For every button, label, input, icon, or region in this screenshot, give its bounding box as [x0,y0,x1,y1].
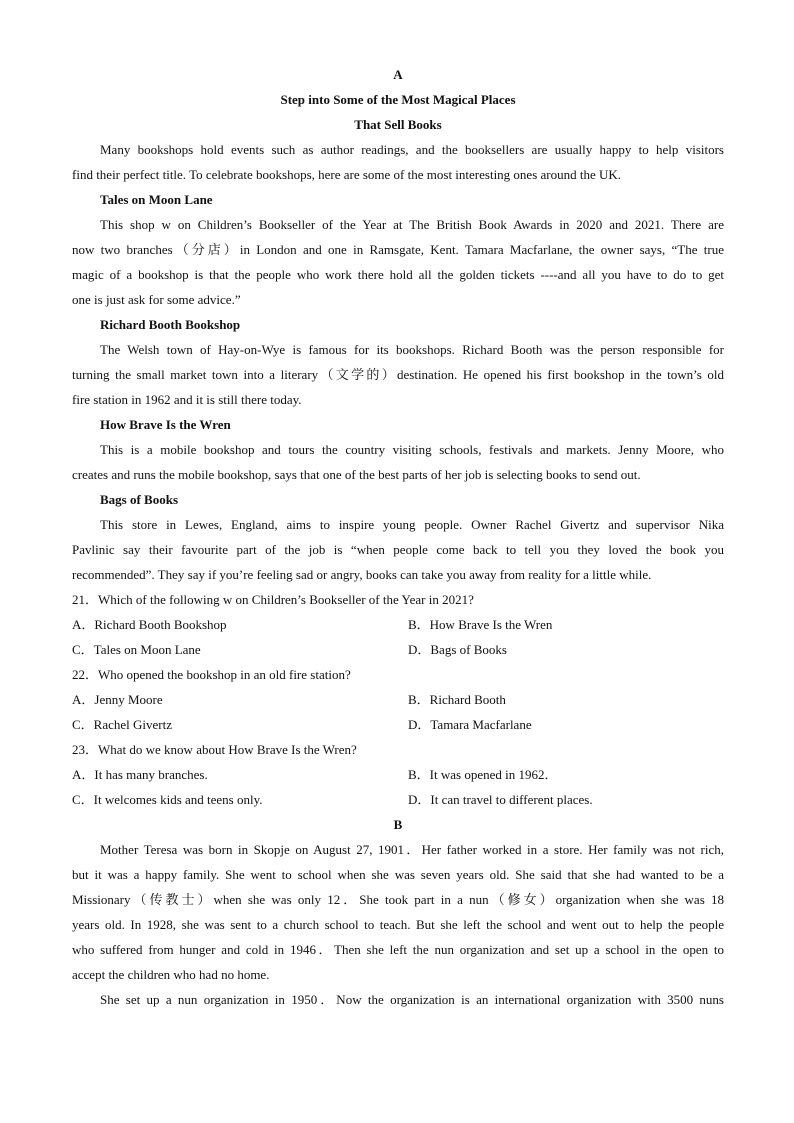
option-a: A．Richard Booth Bookshop [72,617,227,632]
option-a: A．It has many branches. [72,767,208,782]
passage-title-line-1: Step into Some of the Most Magical Places [280,92,516,107]
text-line: years old. In 1928, she was sent to a church school to teach. But she left the school and went out to help the people [72,917,724,932]
question-stem: 21．Which of the following w on Children’s Bookseller of the Year in 2021? [72,592,474,607]
text-line: turning the small market town into a literary（文学的）destination. He opened his first bookshop in the town’s old [72,367,724,382]
passage-title-line-2: That Sell Books [354,117,442,132]
text-line: Missionary（传教士）when she was only 12．She took part in a nun（修女）organization when she was 18 [72,892,724,907]
option-b: B．How Brave Is the Wren [408,617,553,632]
text-line: This shop w on Children’s Bookseller of the Year at The British Book Awards in 2020 and 2021. There are [100,217,724,232]
shop-heading: Tales on Moon Lane [100,192,213,207]
text-line: but it was a happy family. She went to school when she was seven years old. She said that she had wanted to be a [72,867,724,882]
shop-how-brave-is-the-wren [72,412,724,487]
shop-richard-booth [72,312,724,412]
shop-heading: How Brave Is the Wren [100,417,231,432]
option-d: D．Tamara Macfarlane [408,717,532,732]
text-line: This is a mobile bookshop and tours the country visiting schools, festivals and markets. Jenny Moore, who [100,442,724,457]
option-c: C．Rachel Givertz [72,717,172,732]
text-line: She set up a nun organization in 1950．Now the organization is an international organization with 3500 nuns [100,992,724,1007]
text-line: now two branches（分店）in London and one in Ramsgate, Kent. Tamara Macfarlane, the owner says, “The true [72,242,724,257]
question-22 [72,662,724,737]
text-line: Many bookshops hold events such as author readings, and the booksellers are usually happy to help visitors [100,142,724,157]
text-line: one is just ask for some advice.” [72,292,241,307]
shop-bags-of-books [72,487,724,587]
text-line: Pavlinic say their favourite part of the job is “when people come back to tell you they loved the book you [72,542,724,557]
option-b: B．Richard Booth [408,692,506,707]
text-line: Mother Teresa was born in Skopje on August 27, 1901．Her father worked in a store. Her family was not rich, [100,842,724,857]
text-line: who suffered from hunger and cold in 1946．Then she left the nun organization and set up a school in the open to [72,942,724,957]
question-21 [72,587,724,662]
option-d: D．It can travel to different places. [408,792,593,807]
section-b-paragraph-1 [72,837,724,987]
text-line: find their perfect title. To celebrate bookshops, here are some of the most interesting ones around the UK. [72,167,622,182]
option-a: A．Jenny Moore [72,692,163,707]
section-b-paragraph-2 [72,987,724,1012]
text-line: accept the children who had no home. [72,967,270,982]
question-23 [72,737,724,812]
option-d: D．Bags of Books [408,642,507,657]
exam-page [72,62,724,1012]
text-line: magic of a bookshop is that the people who work there hold all the golden tickets ----and all you have to do to get [72,267,724,282]
question-stem: 22．Who opened the bookshop in an old fire station? [72,667,351,682]
option-b: B．It was opened in 1962． [408,767,558,782]
shop-tales-on-moon-lane [72,187,724,312]
text-line: recommended”. They say if you’re feeling sad or angry, books can take you away from reality for a little while. [72,567,652,582]
option-c: C．Tales on Moon Lane [72,642,201,657]
shop-heading: Richard Booth Bookshop [100,317,241,332]
text-line: fire station in 1962 and it is still there today. [72,392,302,407]
text-line: creates and runs the mobile bookshop, says that one of the best parts of her job is selecting books to send out. [72,467,641,482]
question-stem: 23．What do we know about How Brave Is the Wren? [72,742,357,757]
option-c: C．It welcomes kids and teens only. [72,792,263,807]
section-a-label: A [393,67,403,82]
text-line: The Welsh town of Hay-on-Wye is famous for its bookshops. Richard Booth was the person responsible for [100,342,724,357]
intro-paragraph [72,137,724,187]
section-b-label: B [393,817,403,832]
shop-heading: Bags of Books [100,492,179,507]
text-line: This store in Lewes, England, aims to inspire young people. Owner Rachel Givertz and supervisor Nika [100,517,724,532]
